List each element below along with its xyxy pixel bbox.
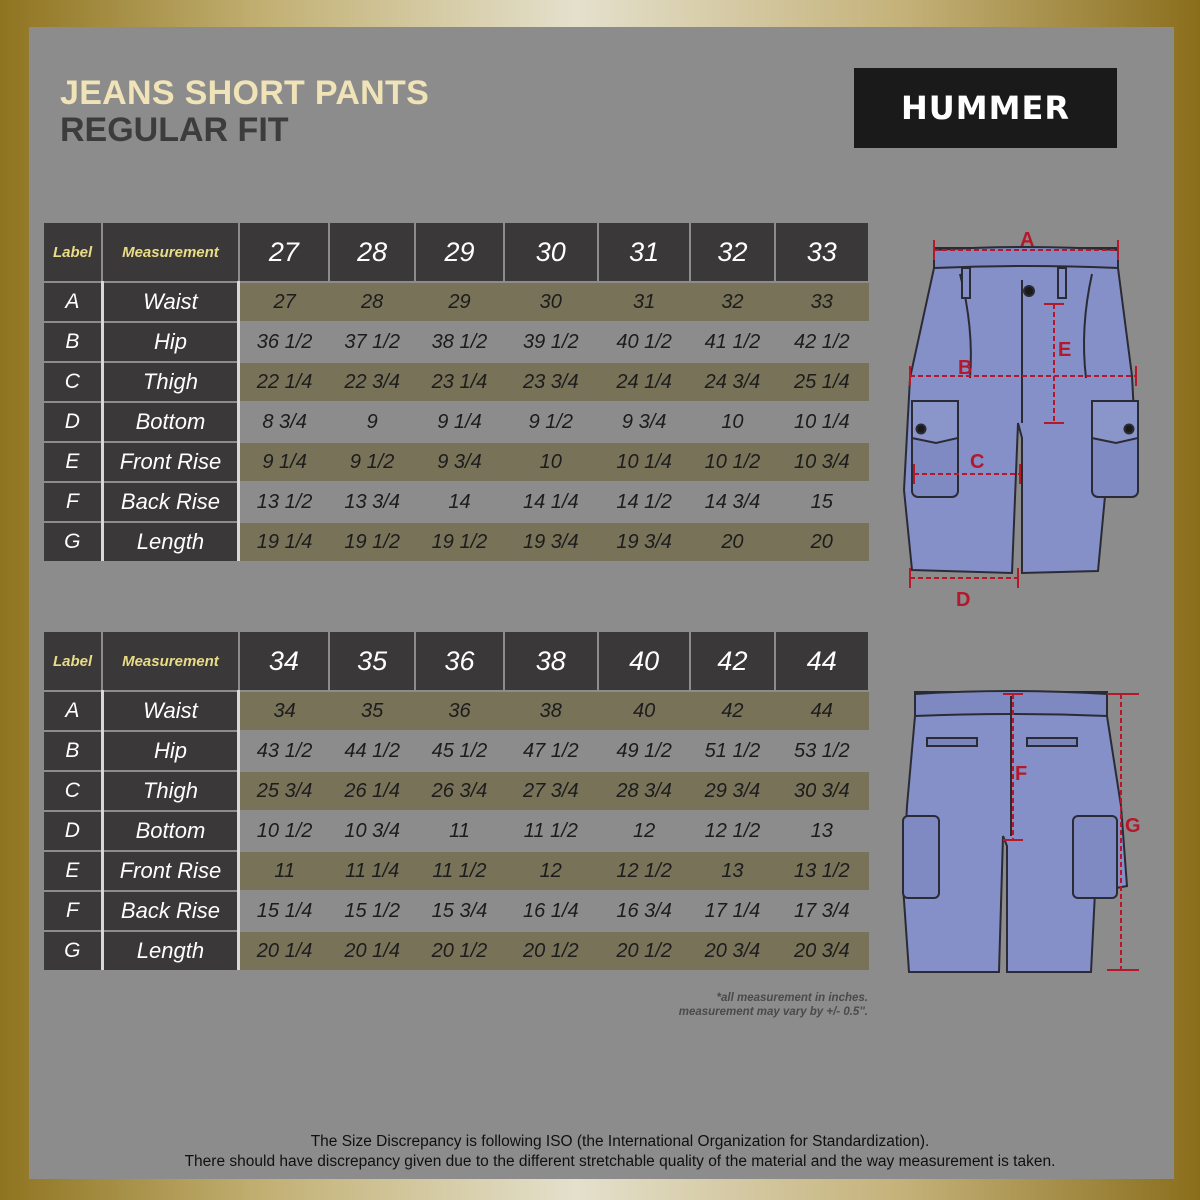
measurement-value: 39 1/2	[504, 322, 598, 362]
measurement-value: 51 1/2	[690, 731, 774, 771]
measurement-value: 36 1/2	[239, 322, 329, 362]
table-row	[44, 891, 869, 931]
note-line-1: *all measurement in inches.	[716, 992, 868, 1004]
measurement-value: 11 1/2	[504, 811, 598, 851]
measurement-value: 8 3/4	[239, 402, 329, 442]
front-shorts-diagram	[900, 228, 1160, 613]
size-header: 42	[690, 632, 774, 691]
row-label: G	[44, 522, 102, 561]
measurement-value: 43 1/2	[239, 731, 329, 771]
measurement-value: 9 3/4	[598, 402, 690, 442]
row-label: B	[44, 731, 102, 771]
measurement-value: 49 1/2	[598, 731, 690, 771]
measurement-value: 15 3/4	[415, 891, 503, 931]
measurement-value: 27	[239, 282, 329, 322]
measurement-value: 30	[504, 282, 598, 322]
row-measurement-name: Waist	[102, 282, 238, 322]
measurement-value: 10 1/4	[775, 402, 869, 442]
measurement-value: 28 3/4	[598, 771, 690, 811]
row-measurement-name: Hip	[102, 731, 238, 771]
row-label: F	[44, 482, 102, 522]
measurement-value: 44	[775, 691, 869, 731]
measurement-value: 35	[329, 691, 415, 731]
measurement-value: 29	[415, 282, 503, 322]
measurement-value: 20 3/4	[690, 931, 774, 970]
table-row	[44, 771, 869, 811]
footer-line-2: There should have discrepancy given due to the different stretchable quality of the material and the way measurement is taken.	[184, 1153, 1056, 1170]
measurement-value: 15 1/4	[239, 891, 329, 931]
row-label: F	[44, 891, 102, 931]
measurement-value: 36	[415, 691, 503, 731]
row-measurement-name: Waist	[102, 691, 238, 731]
measurement-value: 20 1/2	[415, 931, 503, 970]
row-measurement-name: Bottom	[102, 811, 238, 851]
measurement-value: 26 3/4	[415, 771, 503, 811]
measurement-value: 19 1/4	[239, 522, 329, 561]
measurement-value: 32	[690, 282, 774, 322]
measurement-value: 53 1/2	[775, 731, 869, 771]
page-subtitle: REGULAR FIT	[60, 111, 289, 149]
size-header: 29	[415, 223, 503, 282]
table-row	[44, 482, 869, 522]
table-row	[44, 442, 869, 482]
label-column-header: Label	[44, 632, 102, 691]
size-header: 31	[598, 223, 690, 282]
measurement-value: 45 1/2	[415, 731, 503, 771]
measurement-value: 38 1/2	[415, 322, 503, 362]
label-f: F	[1015, 763, 1028, 785]
measurement-value: 10	[690, 402, 774, 442]
brand-logo: HUMMER	[854, 68, 1117, 148]
measurement-value: 11 1/2	[415, 851, 503, 891]
measurement-value: 10 1/4	[598, 442, 690, 482]
measurement-value: 19 1/2	[415, 522, 503, 561]
measurement-value: 15 1/2	[329, 891, 415, 931]
row-label: D	[44, 402, 102, 442]
measurement-value: 13 1/2	[239, 482, 329, 522]
measurement-value: 13	[775, 811, 869, 851]
measurement-value: 11	[239, 851, 329, 891]
label-c: C	[970, 451, 985, 473]
measurement-value: 12 1/2	[598, 851, 690, 891]
measurement-value: 42	[690, 691, 774, 731]
table-row	[44, 931, 869, 970]
row-measurement-name: Bottom	[102, 402, 238, 442]
measurement-value: 20 1/4	[329, 931, 415, 970]
measurement-note	[679, 991, 868, 1019]
measurement-value: 10 1/2	[690, 442, 774, 482]
row-measurement-name: Length	[102, 931, 238, 970]
measurement-value: 25 1/4	[775, 362, 869, 402]
measurement-value: 10	[504, 442, 598, 482]
footer-line-1: The Size Discrepancy is following ISO (the International Organization for Standardization).	[310, 1133, 930, 1150]
size-header: 44	[775, 632, 869, 691]
measurement-column-header: Measurement	[102, 632, 238, 691]
row-measurement-name: Front Rise	[102, 851, 238, 891]
measurement-value: 12	[504, 851, 598, 891]
table-row	[44, 731, 869, 771]
back-shorts-diagram	[895, 686, 1160, 978]
size-header: 34	[239, 632, 329, 691]
measurement-value: 9 3/4	[415, 442, 503, 482]
measurement-value: 23 1/4	[415, 362, 503, 402]
measurement-value: 9 1/2	[504, 402, 598, 442]
size-header: 27	[239, 223, 329, 282]
measurement-value: 9 1/4	[239, 442, 329, 482]
size-header: 32	[690, 223, 774, 282]
measurement-value: 44 1/2	[329, 731, 415, 771]
label-b: B	[958, 357, 973, 379]
note-line-2: measurement may vary by +/- 0.5''.	[678, 1006, 868, 1018]
measurement-value: 22 3/4	[329, 362, 415, 402]
measurement-value: 14	[415, 482, 503, 522]
row-label: E	[44, 442, 102, 482]
label-a: A	[1020, 229, 1035, 251]
row-measurement-name: Thigh	[102, 771, 238, 811]
measurement-value: 13 3/4	[329, 482, 415, 522]
measurement-value: 12 1/2	[690, 811, 774, 851]
label-g: G	[1125, 815, 1141, 837]
size-table-1	[44, 223, 870, 561]
table-row	[44, 402, 869, 442]
measurement-value: 20 1/2	[504, 931, 598, 970]
measurement-value: 31	[598, 282, 690, 322]
measurement-value: 24 1/4	[598, 362, 690, 402]
measurement-value: 28	[329, 282, 415, 322]
measurement-value: 12	[598, 811, 690, 851]
measurement-value: 24 3/4	[690, 362, 774, 402]
measurement-value: 20	[775, 522, 869, 561]
measurement-value: 10 1/2	[239, 811, 329, 851]
measurement-value: 16 1/4	[504, 891, 598, 931]
footer-disclaimer	[0, 1132, 1200, 1172]
measurement-value: 19 1/2	[329, 522, 415, 561]
measurement-value: 10 3/4	[329, 811, 415, 851]
row-label: A	[44, 691, 102, 731]
size-header: 38	[504, 632, 598, 691]
size-header: 36	[415, 632, 503, 691]
row-measurement-name: Back Rise	[102, 482, 238, 522]
page-title: JEANS SHORT PANTS	[60, 74, 430, 112]
measurement-value: 13 1/2	[775, 851, 869, 891]
row-label: C	[44, 362, 102, 402]
row-label: C	[44, 771, 102, 811]
table-row	[44, 282, 869, 322]
back-shorts-shape	[903, 691, 1127, 972]
row-label: B	[44, 322, 102, 362]
row-measurement-name: Front Rise	[102, 442, 238, 482]
row-label: A	[44, 282, 102, 322]
measurement-value: 19 3/4	[504, 522, 598, 561]
measurement-value: 47 1/2	[504, 731, 598, 771]
size-header: 28	[329, 223, 415, 282]
measurement-value: 19 3/4	[598, 522, 690, 561]
measurement-column-header: Measurement	[102, 223, 238, 282]
measurement-value: 33	[775, 282, 869, 322]
measurement-value: 11	[415, 811, 503, 851]
measurement-value: 16 3/4	[598, 891, 690, 931]
label-column-header: Label	[44, 223, 102, 282]
measurement-value: 38	[504, 691, 598, 731]
measurement-value: 25 3/4	[239, 771, 329, 811]
measurement-value: 11 1/4	[329, 851, 415, 891]
size-table-2	[44, 632, 870, 970]
measurement-value: 20 3/4	[775, 931, 869, 970]
measurement-value: 20 1/2	[598, 931, 690, 970]
size-header: 33	[775, 223, 869, 282]
measurement-value: 40	[598, 691, 690, 731]
measurement-value: 22 1/4	[239, 362, 329, 402]
table-row	[44, 522, 869, 561]
measurement-value: 14 1/4	[504, 482, 598, 522]
row-measurement-name: Hip	[102, 322, 238, 362]
label-e: E	[1058, 339, 1072, 361]
table-row	[44, 322, 869, 362]
measurement-value: 27 3/4	[504, 771, 598, 811]
measurement-value: 9	[329, 402, 415, 442]
measurement-value: 17 1/4	[690, 891, 774, 931]
measurement-value: 14 3/4	[690, 482, 774, 522]
row-measurement-name: Thigh	[102, 362, 238, 402]
measurement-value: 42 1/2	[775, 322, 869, 362]
table-row	[44, 691, 869, 731]
row-label: E	[44, 851, 102, 891]
measurement-value: 37 1/2	[329, 322, 415, 362]
row-label: D	[44, 811, 102, 851]
header-row	[44, 632, 869, 691]
label-d: D	[956, 589, 971, 611]
header-row	[44, 223, 869, 282]
measurement-value: 23 3/4	[504, 362, 598, 402]
measurement-value: 40 1/2	[598, 322, 690, 362]
row-measurement-name: Back Rise	[102, 891, 238, 931]
measurement-value: 9 1/4	[415, 402, 503, 442]
measurement-value: 20 1/4	[239, 931, 329, 970]
row-label: G	[44, 931, 102, 970]
table-row	[44, 362, 869, 402]
measurement-value: 26 1/4	[329, 771, 415, 811]
measurement-value: 41 1/2	[690, 322, 774, 362]
front-shorts-shape	[904, 247, 1138, 573]
table-row	[44, 851, 869, 891]
measurement-value: 13	[690, 851, 774, 891]
measurement-value: 20	[690, 522, 774, 561]
measurement-value: 34	[239, 691, 329, 731]
measurement-value: 29 3/4	[690, 771, 774, 811]
measurement-value: 10 3/4	[775, 442, 869, 482]
measurement-value: 30 3/4	[775, 771, 869, 811]
size-header: 35	[329, 632, 415, 691]
measurement-value: 14 1/2	[598, 482, 690, 522]
measurement-value: 17 3/4	[775, 891, 869, 931]
measurement-value: 15	[775, 482, 869, 522]
table-row	[44, 811, 869, 851]
size-header: 30	[504, 223, 598, 282]
row-measurement-name: Length	[102, 522, 238, 561]
measurement-value: 9 1/2	[329, 442, 415, 482]
size-header: 40	[598, 632, 690, 691]
